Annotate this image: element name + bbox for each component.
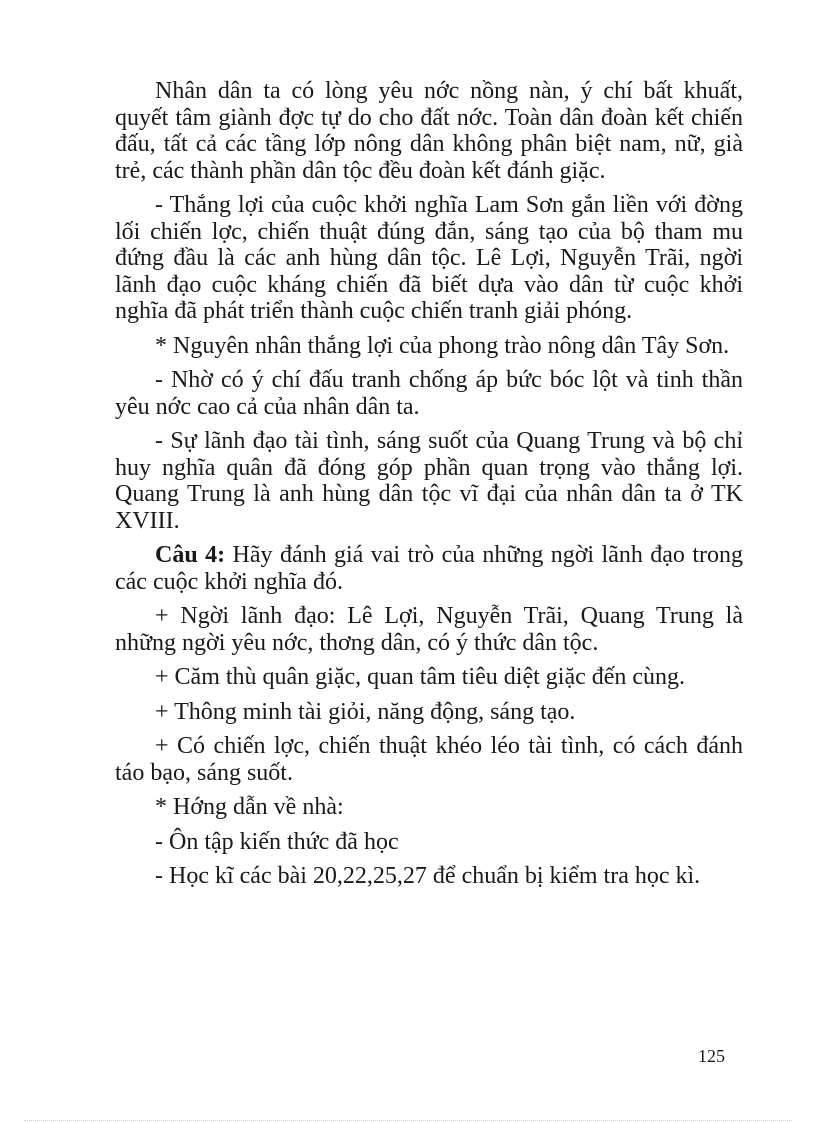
answer-item: + Thông minh tài giỏi, năng động, sáng tạo.	[155, 698, 576, 725]
page-body	[115, 78, 743, 898]
paragraph-lam-son-victory: - Thắng lợi của cuộc khởi nghĩa Lam Sơn gắn liền với đờng lối chiến lợc, chiến thuật đúng đắn, sáng tạo của bộ tham mu đứng đầu là các anh hùng dân tộc. Lê Lợi, Nguyễn Trãi, ngời lãnh đạo cuộc kháng chiến đã biết dựa vào dân từ cuộc khởi nghĩa đã phát triển thành cuộc chiến tranh giải phóng.	[115, 192, 743, 324]
homework-heading: * Hớng dẫn về nhà:	[155, 794, 344, 820]
paragraph-tay-son-cause-heading: * Nguyên nhân thắng lợi của phong trào nông dân Tây Sơn.	[155, 332, 730, 359]
paragraph-tay-son-will: - Nhờ có ý chí đấu tranh chống áp bức bóc lột và tinh thần yêu nớc cao cả của nhân dân ta.	[115, 367, 743, 420]
paragraph-quang-trung-leadership: - Sự lãnh đạo tài tình, sáng suốt của Quang Trung và bộ chỉ huy nghĩa quân đã đóng góp phần quan trọng vào thắng lợi. Quang Trung là anh hùng dân tộc vĩ đại của nhân dân ta ở TK XVIII.	[115, 428, 743, 534]
answer-item: + Có chiến lợc, chiến thuật khéo léo tài tình, có cách đánh táo bạo, sáng suốt.	[115, 733, 743, 786]
question-text: Hãy đánh giá vai trò của những ngời lãnh đạo trong các cuộc khởi nghĩa đó.	[115, 542, 744, 595]
page-bottom-divider	[24, 1120, 792, 1121]
homework-item: - Học kĩ các bài 20,22,25,27 để chuẩn bị kiểm tra học kì.	[155, 863, 701, 889]
paragraph-people-patriotism: Nhân dân ta có lòng yêu nớc nồng nàn, ý chí bất khuất, quyết tâm giành đợc tự do cho đất nớc. Toàn dân đoàn kết chiến đấu, tất cả các tầng lớp nông dân không phân biệt nam, nữ, già trẻ, các thành phần dân tộc đều đoàn kết đánh giặc.	[115, 78, 743, 184]
question-label: Câu 4:	[155, 542, 226, 568]
question-4	[115, 542, 743, 595]
answer-item: + Căm thù quân giặc, quan tâm tiêu diệt giặc đến cùng.	[155, 664, 686, 690]
homework-item: - Ôn tập kiến thức đã học	[155, 828, 399, 855]
answer-item: + Ngời lãnh đạo: Lê Lợi, Nguyễn Trãi, Quang Trung là những ngời yêu nớc, thơng dân, có ý thức dân tộc.	[115, 603, 743, 656]
page-number: 125	[698, 1046, 725, 1066]
